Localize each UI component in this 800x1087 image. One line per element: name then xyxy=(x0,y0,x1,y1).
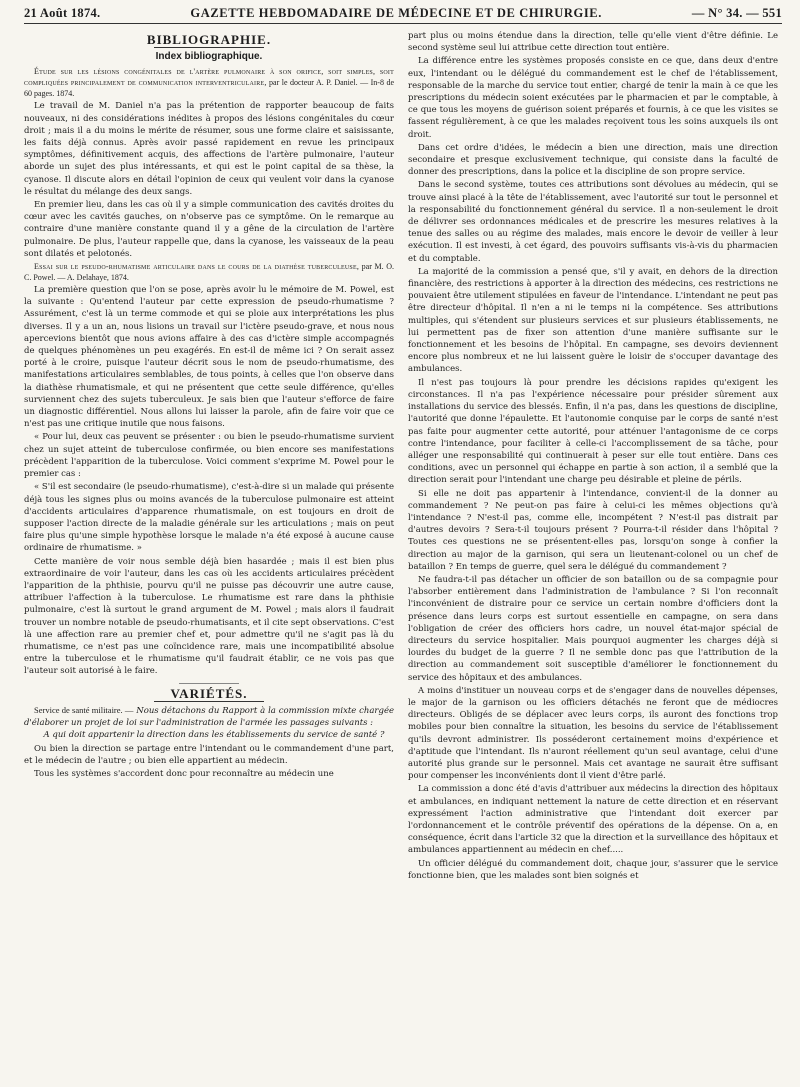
paragraph: La majorité de la commission a pensé que, s'il y avait, en dehors de la direction financière, des restrictions à apporter à la direction des médecins, ces restrictions ne pouvaient être utilement stipulées en faveur de l'intendance. L'intendant ne peut pas être directeur d'hôpital. Il n'en a ni le temps ni la compétence. Ses attributions multiples, qui s'étendent sur plusieurs services et sur plusieurs établissements, ne lui permettent pas de fixer son attention d'une manière suffisante sur le fonctionnement et les besoins de l'hôpital. En campagne, ses devoirs deviennent encore plus nombreux et ne lui laissent guère le loisir de s'occuper davantage des ambulances. xyxy=(408,266,778,375)
paragraph: La première question que l'on se pose, après avoir lu le mémoire de M. Powel, est la suivante : Qu'entend l'auteur par cette expression de pseudo-rhumatisme ? Assurément, c'est là un terme commode et qui se ploie aux interprétations les plus diverses. Il y a un an, nous lisions un travail sur l'ictère pseudo-grave, et nous nous apercevions bientôt que nous avions affaire à des cas d'ictère simple accompagnés de quelques phénomènes un peu exagérés. En est-il de même ici ? On serait assez porté à le croire, puisque l'auteur décrit sous le nom de pseudo-rhumatisme, des manifestations articulaires semblables, de tous points, à celles que l'on observe dans la diathèse rhumatismale, et qui ne présentent que cette seule différence, qu'elles surviennent chez des sujets tuberculeux. Je sais bien que l'auteur s'efforce de faire un diagnostic différentiel. Nous allons lui laisser la parole, afin de faire voir que ce n'est pas une critique inutile que nous faisons. xyxy=(24,285,394,430)
page-header xyxy=(24,6,782,24)
heading-rule xyxy=(154,47,264,48)
paragraph: A moins d'instituer un nouveau corps et de s'engager dans de nouvelles dépenses, le major de la garnison ou les officiers détachés ne feront que de médiocres directeurs. Obligés de se déplacer avec leurs corps, ils auront des fonctions trop mobiles pour bien connaître la situation, les besoins du service de l'établissement qu'ils devront administrer. Ils posséderont certainement moins d'expérience et d'aptitude que l'intendant. Ils n'auront réellement qu'un seul avantage, celui d'une autorité plus grande sur le personnel. Mais cet avantage ne saurait être suffisant pour compenser les inconvénients dont il vient d'être parlé. xyxy=(408,685,778,782)
two-column-body xyxy=(24,30,782,883)
paragraph: « Pour lui, deux cas peuvent se présenter : ou bien le pseudo-rhumatisme survient chez un sujet atteint de tuberculose confirmée, ou bien encore ses manifestations précèdent l'apparition de la tuberculose. Voici comment s'exprime M. Powel pour le premier cas : xyxy=(24,432,394,480)
header-issue-page: — N° 34. — 551 xyxy=(691,6,782,20)
paragraph: Tous les systèmes s'accordent donc pour reconnaître au médecin une xyxy=(34,769,334,780)
paragraph: En premier lieu, dans les cas où il y a simple communication des cavités droites du cœur avec les cavités gauches, on n'observe pas ce symptôme. On le remarque au contraire d'une manière constante quand il y a gêne de la circulation de l'artère pulmonaire. De plus, l'auteur rappelle que, dans la cyanose, les vaisseaux de la peau sont dilatés et pelotonés. xyxy=(24,200,394,259)
paragraph: part plus ou moins étendue dans la direction, telle qu'elle vient d'être définie. Le second système seul lui attribue cette direction tout entière. xyxy=(408,31,778,54)
header-date: 21 Août 1874. xyxy=(24,6,101,20)
bib-entry-title: Étude sur les lésions congénitales de l'artère pulmonaire à son orifice, soit simples, soit compliquées principalement de communication interventriculaire, xyxy=(24,67,394,88)
bib-entry-title: Essai sur le pseudo-rhumatisme articulaire dans le cours de la diathèse tuberculeuse, xyxy=(34,262,360,272)
varietes-heading: VARIÉTÉS. xyxy=(170,685,248,701)
rubric-text: Nous détachons du Rapport à la commission mixte chargée d'élaborer un projet de loi sur l'administration de l'armée les passages suivants : xyxy=(24,705,395,728)
paragraph: La commission a donc été d'avis d'attribuer aux médecins la direction des hôpitaux et ambulances, en indiquant nettement la nature de cette direction et en réservant expressément l'action administrative que l'intendant doit exercer par l'ordonnancement et le contrôle préventif des opérations de la dépense. On a, en conséquence, écrit dans l'article 32 que la direction et la surveillance des hôpitaux et ambulances appartiennent au médecin en chef..... xyxy=(408,784,778,856)
paragraph: Dans le second système, toutes ces attributions sont dévolues au médecin, qui se trouve ainsi placé à la tête de l'établissement, avec l'autorité sur tout le personnel et la responsabilité du fonctionnement général du service. Il a non-seulement le droit de délivrer ses ordonnances médicales et de prescrire les mesures relatives à la tenue des salles ou au régime des malades, mais encore le devoir de veiller à leur exécution. Il est investi, à cet égard, des pouvoirs suffisants vis-à-vis du pharmacien et du comptable. xyxy=(408,180,778,264)
left-column xyxy=(24,30,394,883)
header-title: GAZETTE HEBDOMADAIRE DE MÉDECINE ET DE CHIRURGIE. xyxy=(190,6,602,20)
paragraph: Un officier délégué du commandement doit, chaque jour, s'assurer que le service fonctionne bien, que les malades sont bien soignés et xyxy=(408,858,778,881)
index-subheading: Index bibliographique. xyxy=(155,51,263,63)
paragraph: Ne faudra-t-il pas détacher un officier de son bataillon ou de sa compagnie pour l'absorber entièrement dans l'administration de l'ambulance ? Si l'on reconnaît l'inconvénient de distraire pour ce service un certain nombre d'officiers dont la présence dans leurs corps est surtout essentielle en campagne, on sera dans l'obligation de créer des officiers hors cadre, un nouvel état-major spécial de directeurs du service hospitalier. Mais pourquoi augmenter les charges déjà si lourdes du budget de la guerre ? Il ne semble donc pas que l'attribution de la direction au commandement soit susceptible d'améliorer le fonctionnement du service des hôpitaux et des ambulances. xyxy=(408,574,778,683)
paragraph: Ou bien la direction se partage entre l'intendant ou le commandement d'une part, et le médecin de l'autre ; ou bien elle appartient au médecin. xyxy=(24,743,394,766)
paragraph: Cette manière de voir nous semble déjà bien hasardée ; mais il est bien plus extraordinaire de voir l'auteur, dans les cas où les accidents articulaires précèdent l'apparition de la phthisie, pourvu qu'il ne puisse pas découvrir une autre cause, attribuer l'affection à la tuberculose. Le rhumatisme est rare dans la phthisie pulmonaire, c'est là surtout le grand argument de M. Powel ; mais alors il faudrait trouver un nombre notable de pseudo-rhumatisants, et il cite sept observations. C'est là une affection rare au premier chef et, pour admettre qu'il ne s'agit pas là du rhumatisme, ce n'est pas une coïncidence rare, mais une incompatibilité absolue entre la tuberculose et le rhumatisme qu'il faudrait établir, ce ne vois pas que l'auteur soit autorisé à le faire. xyxy=(24,556,394,677)
paragraph xyxy=(24,705,394,729)
bib-entry-daniel xyxy=(24,66,394,99)
bib-entry-author: par M. O. C. Powel. — A. Delahaye, 1874. xyxy=(24,262,395,283)
question-heading: A qui doit appartenir la direction dans les établissements du service de santé ? xyxy=(43,730,385,741)
paragraph: Le travail de M. Daniel n'a pas la prétention de rapporter beaucoup de faits nouveaux, ni des considérations inédites à propos des lésions congénitales du cœur droit ; mais il a du moins le mérite de résumer, sous une forme claire et saisissante, les faits déjà connus. Après avoir passé rapidement en revue les principaux symptômes, définitivement acquis, des affections de l'artère pulmonaire, l'auteur aborde un sujet des plus intéressants, et qui est le point capital de sa thèse, la cyanose. Il discute alors en détail l'opinion de ceux qui veulent voir dans la cyanose le résultat du mélange des deux sangs. xyxy=(24,101,394,197)
paragraph: Il n'est pas toujours là pour prendre les décisions rapides qu'exigent les circonstances. Il n'a pas l'expérience nécessaire pour présider sûrement aux installations du service des blessés. Enfin, il n'a pas, dans les questions de discipline, l'autorité que donne l'épaulette. Et l'autonomie conquise par le corps de santé n'est pas faite pour augmenter cette autorité, pour atténuer l'antagonisme de ce corps contre l'intendance, pour faciliter à celle-ci l'accomplissement de sa tâche, pour alléger une responsabilité qui continuerait à peser sur elle tout entière. Dans ces conditions, avec un personnel qui échappe en partie à son action, il a semblé que la direction serait pour l'intendant une charge peu désirable et pleine de périls. xyxy=(408,377,778,486)
heading-rule xyxy=(154,701,264,702)
bibliographie-heading: BIBLIOGRAPHIE. xyxy=(146,32,272,47)
right-column xyxy=(408,30,778,883)
section-separator xyxy=(179,683,239,684)
bib-entry-author: par le docteur A. P. Daniel. — In-8 de 60 pages. 1874. xyxy=(24,78,394,99)
rubric-lead: Service de santé militaire. — xyxy=(34,704,134,715)
quoted-paragraph: « S'il est secondaire (le pseudo-rhumatisme), c'est-à-dire si un malade qui présente déjà tous les signes plus ou moins avancés de la tuberculose pulmonaire est atteint d'accidents articulaires d'apparence rhumatismale, on est toujours en droit de supposer l'action directe de la maladie générale sur les articulations ; mais on peut faire plus qu'une simple hypothèse lorsque le malade n'a été exposé à aucune cause ordinaire de rhumatisme. » xyxy=(24,482,394,554)
paragraph: Si elle ne doit pas appartenir à l'intendance, convient-il de la donner au commandement ? Ne peut-on pas faire à celui-ci les mêmes objections qu'à l'intendance ? N'est-il pas, comme elle, incompétent ? N'est-il pas distrait par d'autres devoirs ? Sera-t-il toujours présent ? Pourra-t-il résider dans l'hôpital ? Toutes ces questions ne se présentent-elles pas, lorsqu'on songe à confier la direction au major de la garnison, qui sera un lieutenant-colonel ou un chef de bataillon ? En temps de guerre, quel sera le délégué du commandement ? xyxy=(408,488,778,572)
paragraph: Dans cet ordre d'idées, le médecin a bien une direction, mais une direction secondaire et presque exclusivement technique, qui consiste dans la faculté de donner des prescriptions, dans la police et la discipline de son propre service. xyxy=(408,142,778,178)
paragraph: La différence entre les systèmes proposés consiste en ce que, dans deux d'entre eux, l'intendant ou le délégué du commandement est le chef de l'établissement, responsable de la marche du service tout entier, chargé de tenir la main à ce que les prescriptions du médecin soient exécutées par le pharmacien et par le comptable, à ce que tous les moyens de guérison soient préparés et fournis, à ce que les visites se fassent régulièrement, à ce que les malades reçoivent tous les soins auxquels ils ont droit. xyxy=(408,56,778,140)
bib-entry-powel xyxy=(24,261,394,283)
